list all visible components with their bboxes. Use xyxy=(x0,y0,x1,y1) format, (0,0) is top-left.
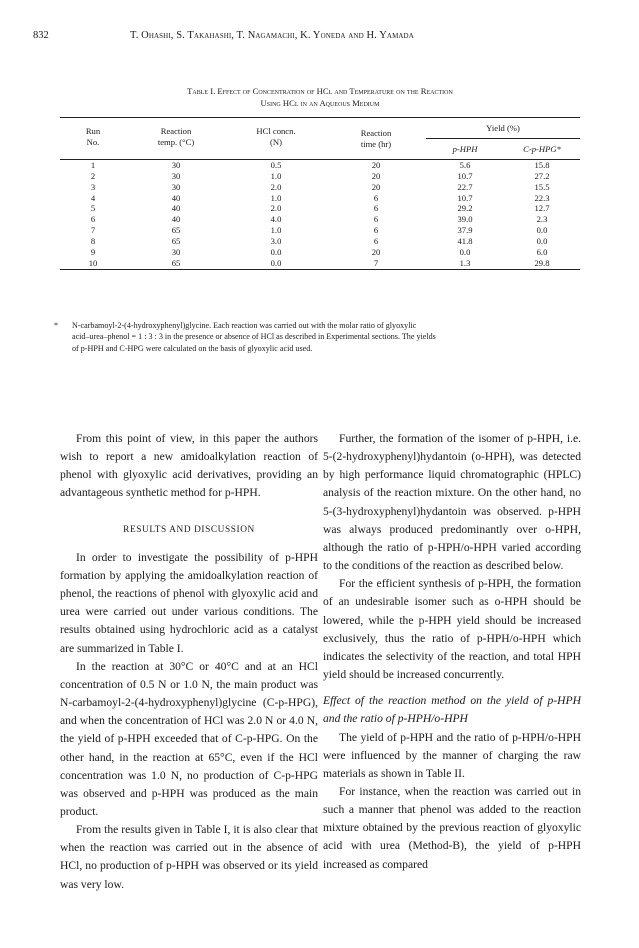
header-p-hph: p-HPH xyxy=(452,143,478,154)
paragraph: In order to investigate the possibility of p-HPH formation by applying the amidoalkylation reaction of phenol, the reactions of phenol with glyoxylic acid and urea were carried out under various conditions. The results obtained using hydrochloric acid as a catalyst are summarized in Table I. xyxy=(60,550,318,655)
table-row: 5 40 2.0 6 29.2 12.7 xyxy=(90,203,550,214)
paragraph: The yield of p-HPH and the ratio of p-HPH/o-HPH were influenced by the manner of charging the raw materials as shown in Table II. xyxy=(323,730,581,780)
paragraph: In the reaction at 30°C or 40°C and at an HCl concentration of 0.5 N or 1.0 N, the main product was N-carbamoyl-2-(4-hydroxyphenyl)glycine (C-p-HPG), and when the concentration of HCl was 2.0 N or 4.0 N, the yield of p-HPH exceeded that of C-p-HPG. On the other hand, in the reaction at 65°C, even if the HCl concentration was 1.0 N, no production of C-p-HPG was observed and p-HPH was produced as the main product. xyxy=(60,659,318,818)
page-number: 832 xyxy=(33,30,49,41)
header-run: Run No. xyxy=(85,126,101,147)
table-body xyxy=(60,159,580,269)
paragraph: From the results given in Table I, it is also clear that when the reaction was carried out in the absence of HCl, no production of p-HPH was observed or its yield was very low. xyxy=(60,823,318,891)
table-row: 7 65 1.0 6 37.9 0.0 xyxy=(90,225,548,236)
table-row: 9 30 0.0 20 0.0 6.0 xyxy=(90,247,548,258)
table-caption xyxy=(60,86,580,109)
header-time: Reaction time (hr) xyxy=(360,128,392,149)
footnote-line: acid–urea–phenol = 1 : 3 : 3 in the presence or absence of HCl as described in Experimental sections. The yields xyxy=(72,332,436,342)
left-column xyxy=(60,430,318,894)
footnote-line: of p-HPH and C-HPG were calculated on the basis of glyoxylic acid used. xyxy=(72,343,313,353)
table-caption-line1: Table I. Effect of Concentration of HCl and Temperature on the Reaction xyxy=(187,86,453,96)
header-temp: Reaction temp. (°C) xyxy=(157,126,195,147)
footnote-line: N-carbamoyl-2-(4-hydroxyphenyl)glycine. Each reaction was carried out with the molar ratio of glyoxylic xyxy=(72,321,417,330)
paragraph: From this point of view, in this paper the authors wish to report a new amidoalkylation reaction of phenol with glyoxylic acid derivatives, providing an advantageous synthetic method for p-HPH. xyxy=(60,432,318,500)
results-table xyxy=(60,117,580,270)
table-row: 1 30 0.5 20 5.6 15.8 xyxy=(90,159,550,170)
footnote-marker: * xyxy=(54,321,59,330)
table-row: 3 30 2.0 20 22.7 15.5 xyxy=(90,181,550,192)
subsection-heading: Effect of the reaction method on the yield of p-HPH and the ratio of p-HPH/o-HPH xyxy=(323,694,581,726)
header-hcl-concn: HCl concn. (N) xyxy=(256,126,296,147)
header-yield: Yield (%) xyxy=(426,118,580,139)
running-head: T. Ohashi, S. Takahashi, T. Nagamachi, K. Yoneda and H. Yamada xyxy=(130,30,414,41)
table-caption-line2: Using HCl in an Aqueous Medium xyxy=(260,97,380,108)
table-row: 8 65 3.0 6 41.8 0.0 xyxy=(90,236,548,247)
section-heading: RESULTS AND DISCUSSION xyxy=(123,524,255,535)
table-row: 6 40 4.0 6 39.0 2.3 xyxy=(90,214,548,225)
paragraph: Further, the formation of the isomer of p-HPH, i.e. 5-(2-hydroxyphenyl)hydantoin (o-HPH), was detected by high performance liquid chromatographic (HPLC) analysis of the reaction mixture. On the other hand, no 5-(3-hydroxyphenyl)hydantoin was observed. p-HPH was always produced predominantly over o-HPH, although the ratio of p-HPH/o-HPH varied according to the conditions of the reaction as described below. xyxy=(323,432,581,573)
header-c-p-hpg: C-p-HPG* xyxy=(523,143,561,154)
right-column xyxy=(323,430,581,874)
table-row: 4 40 1.0 6 10.7 22.3 xyxy=(90,192,550,203)
table-row: 2 30 1.0 20 10.7 27.2 xyxy=(90,170,550,181)
paragraph: For the efficient synthesis of p-HPH, the formation of an undesirable isomer such as o-HPH should be lowered, while the p-HPH yield should be increased exclusively, thus the ratio of p-HPH/o-HPH which indicates the selectivity of the reaction, and total HPH yield should be increased concurrently. xyxy=(323,577,581,682)
paragraph: For instance, when the reaction was carried out in such a manner that phenol was added to the reaction mixture obtained by the previous reaction of glyoxylic acid with urea (Method-B), the yield of p-HPH increased as compared xyxy=(323,784,581,871)
table-footnote xyxy=(54,320,582,354)
table-row: 10 65 0.0 7 1.3 29.8 xyxy=(60,258,580,269)
